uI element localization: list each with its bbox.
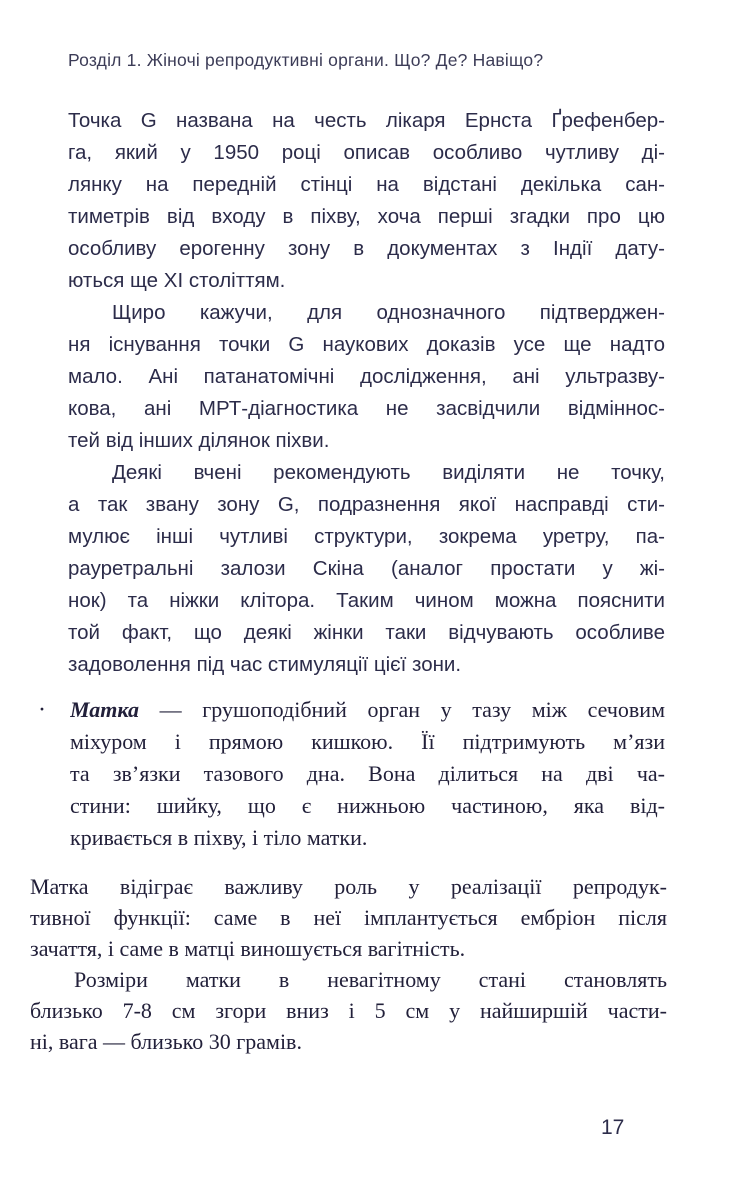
text-line: лянку на передній стінці на відстані декілька сан- — [68, 173, 665, 196]
uterus-definition-block — [70, 694, 665, 854]
text-line — [70, 694, 665, 726]
gspot-text-block — [68, 105, 665, 681]
text-line: га, який у 1950 році описав особливо чутливу ді- — [68, 141, 665, 164]
text-line: Розміри матки в невагітному стані становлять — [74, 967, 667, 992]
text-line: мало. Ані патанатомічні дослідження, ані ультразву- — [68, 365, 665, 388]
bullet-marker: · — [38, 697, 46, 723]
text-line: мулює інші чутливі структури, зокрема уретру, па- — [68, 525, 665, 548]
text-line: Деякі вчені рекомендують виділяти не точку, — [112, 461, 665, 484]
text-line: рауретральні залози Скіна (аналог простати у жі- — [68, 557, 665, 580]
term-uterus: Матка — [70, 697, 139, 722]
text-line: той факт, що деякі жінки таки відчувають особливе — [68, 621, 665, 644]
text-line: особливу ерогенну зону в документах з Індії дату- — [68, 237, 665, 260]
text-line: тиметрів від входу в піхву, хоча перші згадки про цю — [68, 205, 665, 228]
text-line: кривається в піхву, і тіло матки. — [70, 825, 368, 850]
uterus-definition-lines — [70, 726, 665, 854]
text-line: Точка G названа на честь лікаря Ернста Ґрефенбер- — [68, 109, 665, 132]
text-line: Щиро кажучи, для однозначного підтверджен- — [112, 301, 665, 324]
text-line: близько 7-8 см згори вниз і 5 см у найширшій части- — [30, 998, 667, 1023]
uterus-paragraphs-block — [30, 871, 667, 1057]
text-line: кова, ані МРТ-діагностика не засвідчили відміннос- — [68, 397, 665, 420]
term-definition-start: — грушоподібний орган у тазу між сечовим — [138, 697, 665, 722]
text-line: тей від інших ділянок піхви. — [68, 429, 330, 452]
text-line: ня існування точки G наукових доказів усе ще надто — [68, 333, 665, 356]
text-line: стини: шийку, що є нижньою частиною, яка від- — [70, 793, 665, 818]
text-line: нок) та ніжки клітора. Таким чином можна пояснити — [68, 589, 665, 612]
text-line: а так звану зону G, подразнення якої насправді сти- — [68, 493, 665, 516]
text-line: зачаття, і саме в матці виношується вагітність. — [30, 936, 466, 961]
text-line: та зв’язки тазового дна. Вона ділиться на дві ча- — [70, 761, 665, 786]
text-line: задоволення під час стимуляції цієї зони. — [68, 653, 462, 676]
text-line: ються ще XI століттям. — [68, 269, 286, 292]
text-line: Матка відіграє важливу роль у реалізації репродук- — [30, 874, 667, 899]
text-line: тивної функції: саме в неї імплантується ембріон після — [30, 905, 667, 930]
page-number: 17 — [601, 1116, 625, 1139]
chapter-running-header: Розділ 1. Жіночі репродуктивні органи. Що? Де? Навіщо? — [68, 50, 544, 70]
text-line: ні, вага — близько 30 грамів. — [30, 1029, 302, 1054]
text-line: міхуром і прямою кишкою. Її підтримують м’язи — [70, 729, 665, 754]
